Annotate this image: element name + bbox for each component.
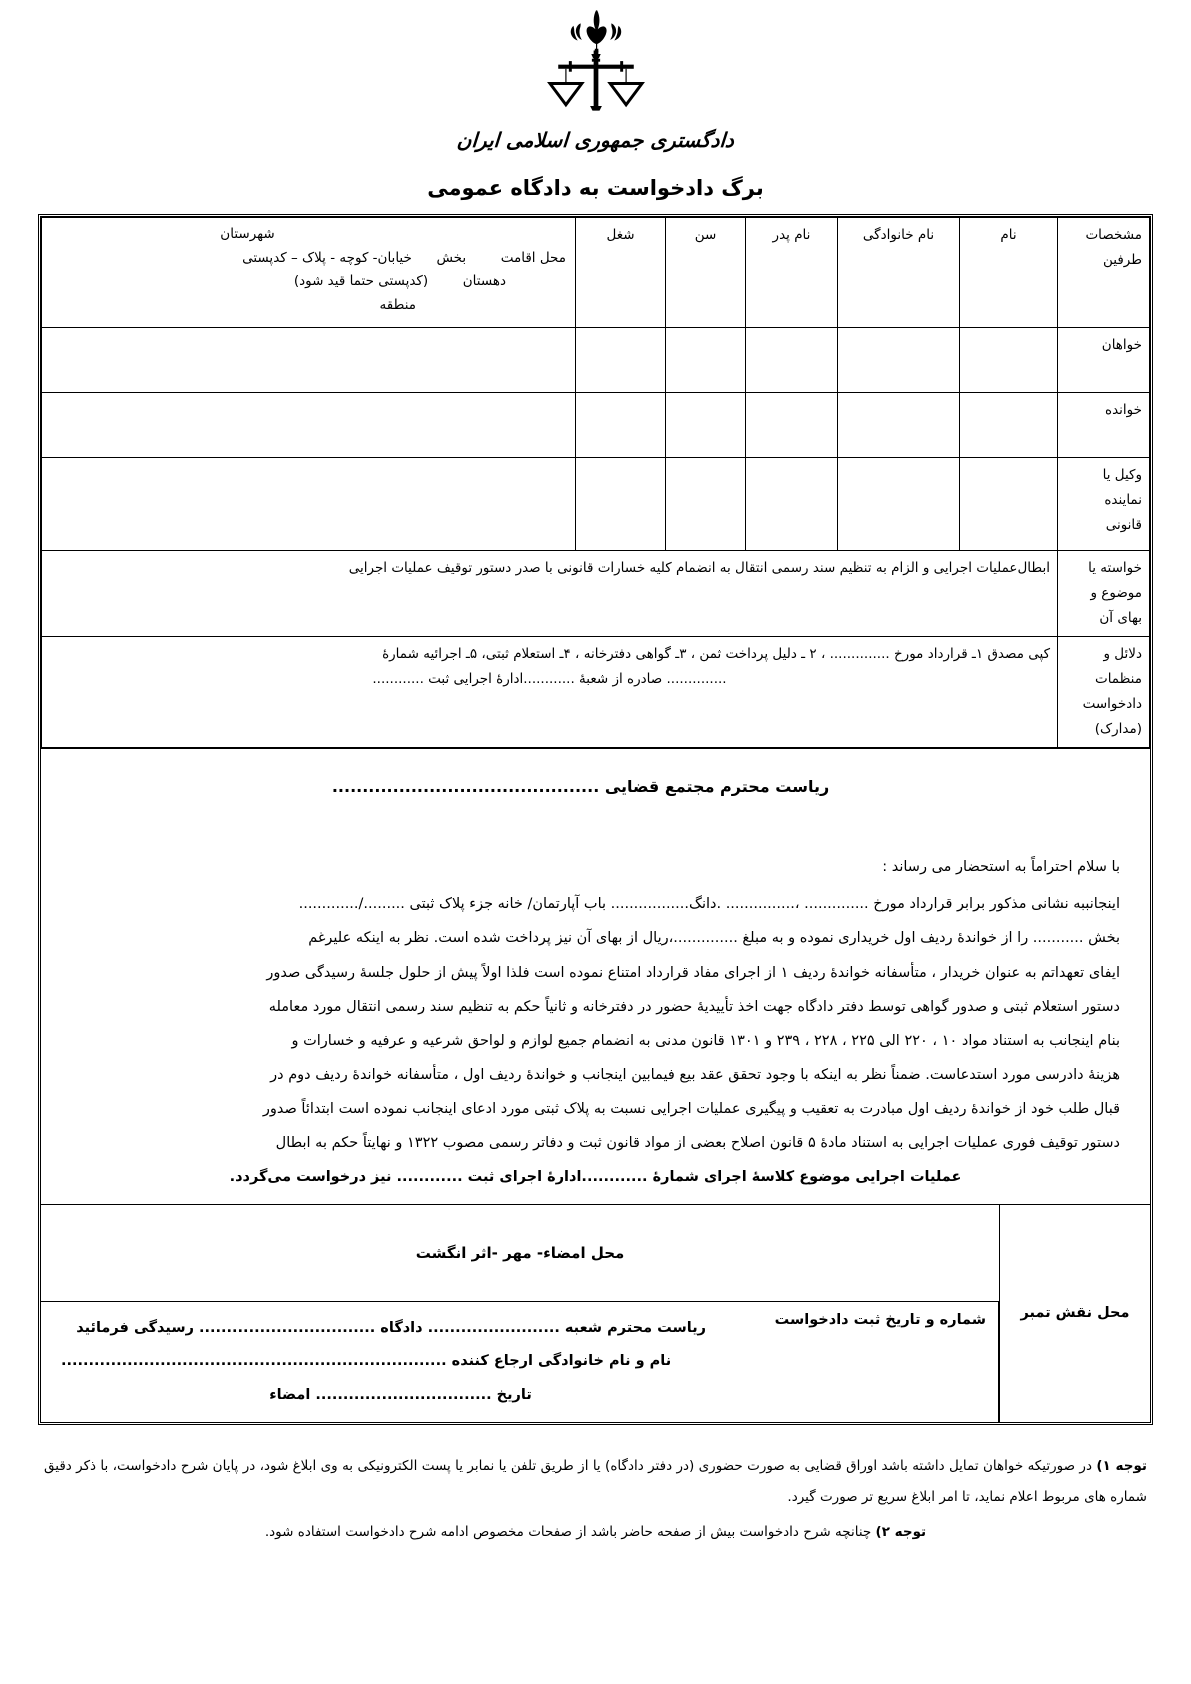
ministry-name: دادگستری جمهوری اسلامی ایران [456,128,735,152]
defendant-address-field[interactable] [42,393,576,458]
plaintiff-job-field[interactable] [576,328,666,393]
letter-line: قبال طلب خود از خواندۀ ردیف اول مبادرت به تعقیب و پیگیری عملیات اجرایی نسبت به پلاک ثبتی مورد ادعای اینجانب نموده است ابتدائاً صدور [262,1100,1120,1117]
address-label-residence: محل اقامت [500,249,566,266]
note-2-text: چنانچه شرح دادخواست بیش از صفحه حاضر باشد از صفحات مخصوص ادامه شرح دادخواست استفاده شود. [264,1524,876,1541]
court-referral-line-1: ریاست محترم شعبه ........................ دادگاه ................................ رسیدگی فرمائید [76,1319,706,1336]
stamp-box[interactable]: محل نقش تمبر [999,1205,1150,1422]
header-party-spec: مشخصات طرفین [1058,218,1150,328]
letter-line: عملیات اجرایی موضوع کلاسۀ اجرای شمارۀ ............ادارۀ اجرای ثبت ............ نیز درخواست می‌گردد. [229,1168,962,1185]
letter-line: اینجانببه نشانی مذکور برابر قرارداد مورخ .............. ،............... .دانگ................. باب آپارتمان/ خانه جزء پلاک ثبتی ........./............. [298,896,1120,913]
header-name: نام [960,218,1058,328]
table-row-representative [42,458,1150,551]
subject-value[interactable]: ابطال‌عملیات اجرایی و الزام به تنظیم سند رسمی انتقال به انضمام کلیه خسارات قانونی با صدر دستور توقیف عملیات اجرایی [42,551,1058,637]
defendant-father-field[interactable] [746,393,838,458]
representative-address-field[interactable] [42,458,576,551]
iran-judiciary-emblem-icon [536,8,656,126]
table-header-row [42,218,1150,328]
representative-name-field[interactable] [960,458,1058,551]
note-1 [44,1451,1147,1513]
letter-line: بنام اینجانب به استناد مواد ۱۰ ، ۲۲۰ الی ۲۲۵ ، ۲۲۸ ، ۲۳۹ و ۱۳۰۱ قانون مدنی به انضمام جمیع لوازم و لواحق شرعیه و عرفیه و خسارات و [291,1032,1120,1049]
plaintiff-father-field[interactable] [746,328,838,393]
court-referral-line-3: تاریخ ................................ امضاء [269,1386,532,1403]
court-referral-line-2: نام و نام خانوادگی ارجاع کننده ...................................................................... [61,1353,672,1370]
form-notes [44,1451,1147,1548]
letter-line: دستور توقیف فوری عملیات اجرایی به استناد مادۀ ۵ قانون اصلاح بعضی از مواد قانون ثبت و دفاتر رسمی مصوب ۱۳۲۲ و نهایتاً حکم به ابطال [275,1134,1120,1151]
letter-paragraph [71,887,1120,1194]
registration-label[interactable]: شماره و تاریخ ثبت دادخواست [724,1302,999,1422]
address-label-street: خیابان- کوچه - پلاک – کدپستی [242,249,412,266]
row-label-representative: وکیل یا نماینده قانونی [1058,458,1150,551]
plaintiff-name-field[interactable] [960,328,1058,393]
row-label-subject: خواسته یا موضوع و بهای آن [1058,551,1150,637]
header-family: نام خانوادگی [838,218,960,328]
representative-father-field[interactable] [746,458,838,551]
address-label-postcode-note: (کدپستی حتما قید شود) [293,273,429,290]
table-row-documents [42,636,1150,747]
signature-footer [41,1204,1150,1422]
address-label-mantaghe: منطقه [379,296,416,313]
address-label-dehestan: دهستان [462,273,506,290]
header-address [42,218,576,328]
defendant-family-field[interactable] [838,393,960,458]
plaintiff-age-field[interactable] [666,328,746,393]
defendant-age-field[interactable] [666,393,746,458]
note-1-text: در صورتیکه خواهان تمایل داشته باشد اوراق قضایی به صورت حضوری (در دفتر دادگاه) یا از طریق تلفن یا نمابر یا پست الکترونیکی به وی ابلاغ شود، در پایان شرح دادخواست، با ذکر دقیق شماره های مربوط اعلام نماید، تا امر ابلاغ سریع تر صورت گیرد. [44,1458,1147,1506]
documents-value[interactable] [42,636,1058,747]
table-row-subject [42,551,1150,637]
table-row-defendant [42,393,1150,458]
letter-line: بخش ........... را از خواندۀ ردیف اول خریداری نموده و به مبلغ ..............،ریال از بهای آن نیز پرداخت شده است. نظر به اینکه علیرغم [308,930,1120,947]
documents-line-2: .............. صادره از شعبۀ ............ادارۀ اجرایی ثبت ............ [372,670,727,687]
documents-line-1: کپی مصدق ۱ـ قرارداد مورخ .............. ، ۲ ـ دلیل پرداخت ثمن ، ۳ـ گواهی دفترخانه ، ۴ـ استعلام ثبتی، ۵ـ اجرائیه شمارۀ [382,645,1050,662]
table-row-plaintiff [42,328,1150,393]
address-label-bakhsh: بخش [436,249,467,266]
letter-salutation: با سلام احتراماً به استحضار می رساند : [882,858,1120,875]
parties-table [41,217,1150,748]
header-age: سن [666,218,746,328]
signature-title[interactable]: محل امضاء- مهر -اثر انگشت [415,1243,625,1262]
note-2 [44,1517,1147,1548]
row-label-documents: دلائل و منظمات دادخواست (مدارک) [1058,636,1150,747]
defendant-name-field[interactable] [960,393,1058,458]
document-header [0,0,1191,200]
row-label-plaintiff: خواهان [1058,328,1150,393]
header-job: شغل [576,218,666,328]
page-title: برگ دادخواست به دادگاه عمومی [427,176,764,200]
letter-body[interactable] [41,748,1150,1204]
registration-row [41,1301,999,1422]
signature-area [41,1205,999,1422]
representative-family-field[interactable] [838,458,960,551]
letter-line: ایفای تعهداتم به عنوان خریدار ، متأسفانه خواندۀ ردیف ۱ از اجرای مفاد قرارداد امتناع نموده است فلذا اولاً پیش از حلول جلسۀ رسیدگی صدور [266,964,1120,981]
representative-job-field[interactable] [576,458,666,551]
representative-age-field[interactable] [666,458,746,551]
letter-line: هزینۀ دادرسی مورد استدعاست. ضمناً نظر به اینکه با وجود تحقق عقد بیع فیمابین اینجانب و خواندۀ ردیف اول ، متأسفانه خواندۀ ردیف دوم در [270,1066,1120,1083]
court-referral-box[interactable] [41,1302,724,1422]
address-line-shahrestan: شهرستان [220,226,275,242]
form-frame [38,214,1153,1425]
note-1-label: توجه ۱) [1096,1458,1147,1474]
defendant-job-field[interactable] [576,393,666,458]
note-2-label: توجه ۲) [875,1524,927,1541]
letter-addressee: ریاست محترم مجتمع قضایی ............................................ [331,776,830,796]
plaintiff-address-field[interactable] [42,328,576,393]
plaintiff-family-field[interactable] [838,328,960,393]
letter-line: دستور استعلام ثبتی و صدور گواهی توسط دفتر دادگاه جهت اخذ تأییدیۀ حضور در دفترخانه و ثانیاً حکم به تنظیم سند رسمی انتقال مورد معامله [268,998,1120,1015]
row-label-defendant: خوانده [1058,393,1150,458]
header-father: نام پدر [746,218,838,328]
